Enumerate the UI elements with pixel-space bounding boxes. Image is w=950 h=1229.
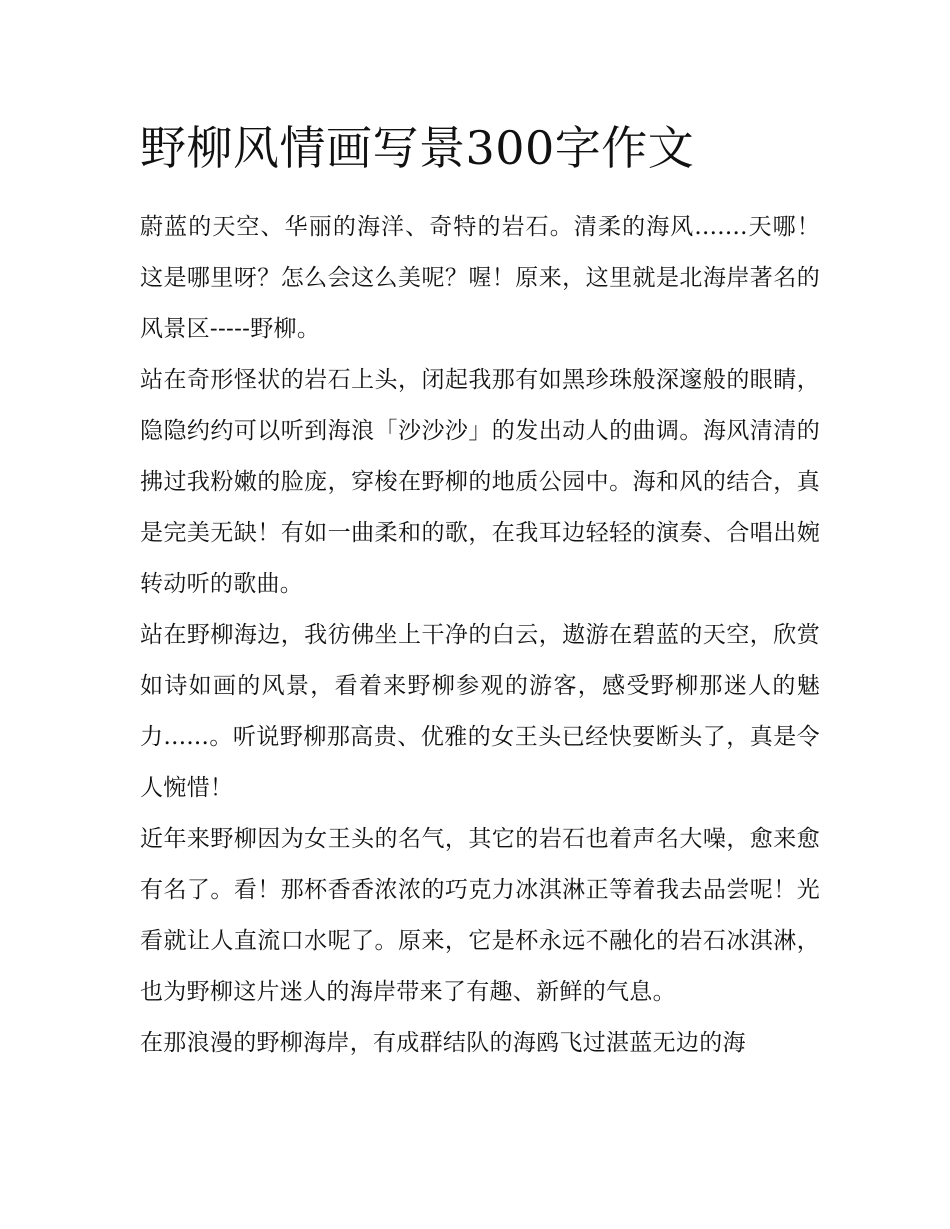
document-body (140, 202, 820, 1069)
document-page (140, 112, 820, 1069)
paragraph-5: 在那浪漫的野柳海岸，有成群结队的海鸥飞过湛蓝无边的海 (140, 1030, 746, 1056)
document-title: 野柳风情画写景300字作文 (140, 121, 695, 175)
paragraph-2: 站在奇形怪状的岩石上头，闭起我那有如黑珍珠般深邃般的眼睛，隐隐约约可以听到海浪「沙沙沙」的发出动人的曲调。海风清清的拂过我粉嫩的脸庞，穿梭在野柳的地质公园中。海和风的结合，真是完美无缺！有如一曲柔和的歌，在我耳边轻轻的演奏、合唱出婉转动听的歌曲。 (140, 367, 820, 597)
paragraph-3: 站在野柳海边，我彷佛坐上干净的白云，遨游在碧蓝的天空，欣赏如诗如画的风景，看着来野柳参观的游客，感受野柳那迷人的魅力......。听说野柳那高贵、优雅的女王头已经快要断头了，真是令人惋惜！ (140, 622, 820, 801)
paragraph-1: 蔚蓝的天空、华丽的海洋、奇特的岩石。清柔的海风.......天哪！这是哪里呀？怎么会这么美呢？喔！原来，这里就是北海岸著名的风景区-----野柳。 (140, 214, 820, 342)
paragraph-4: 近年来野柳因为女王头的名气，其它的岩石也着声名大噪，愈来愈有名了。看！那杯香香浓浓的巧克力冰淇淋正等着我去品尝呢！光看就让人直流口水呢了。原来，它是杯永远不融化的岩石冰淇淋，也为野柳这片迷人的海岸带来了有趣、新鲜的气息。 (140, 826, 820, 1005)
